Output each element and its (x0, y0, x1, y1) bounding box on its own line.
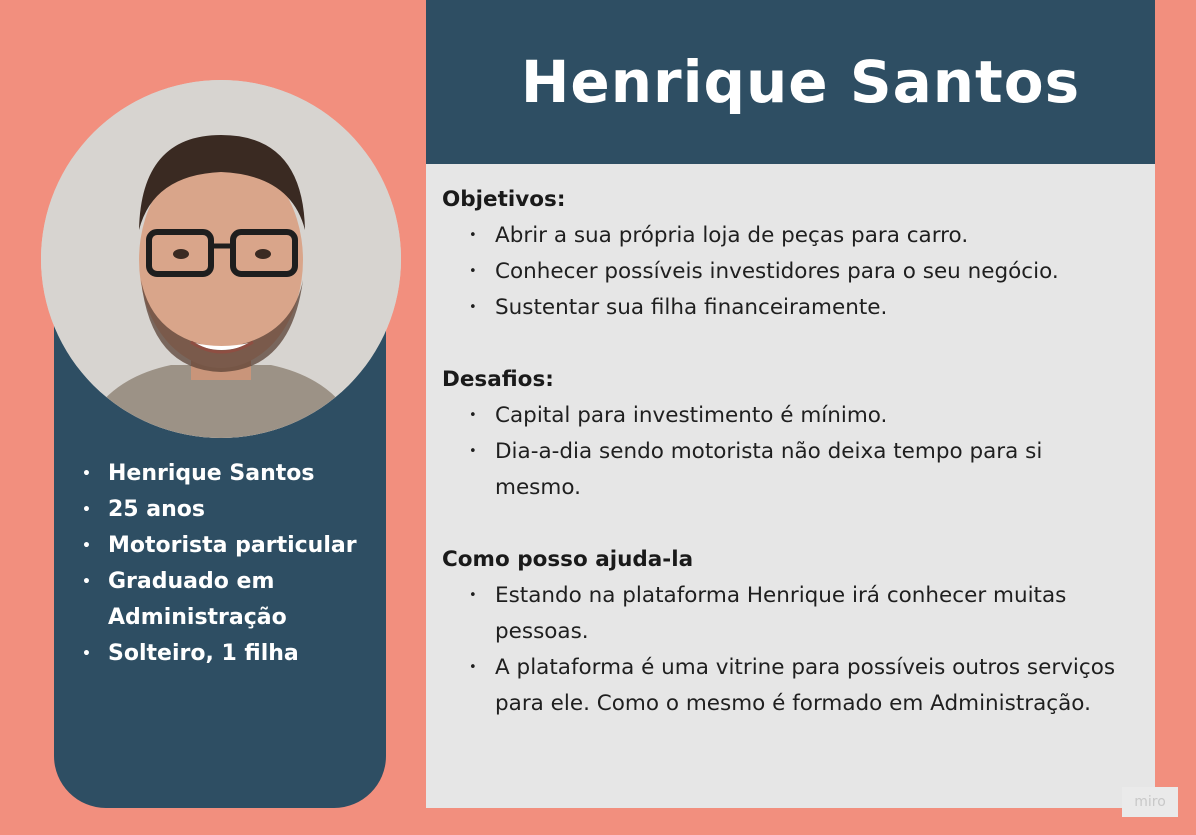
page-title: Henrique Santos (520, 48, 1081, 116)
section-title-objetivos: Objetivos: (442, 187, 566, 212)
list-item: • A plataforma é uma vitrine para possíveis outros serviços para ele. Como o mesmo é formado em Administração. (442, 650, 1139, 722)
person-portrait-icon (41, 80, 401, 438)
list-item: • Abrir a sua própria loja de peças para carro. (442, 218, 1139, 254)
list-item: • Estando na plataforma Henrique irá conhecer muitas pessoas. (442, 578, 1139, 650)
title-banner (426, 0, 1155, 164)
list-item: • Conhecer possíveis investidores para o seu negócio. (442, 254, 1139, 290)
miro-watermark: miro (1122, 787, 1178, 817)
profile-details-list (78, 456, 378, 672)
section-desafios (442, 362, 1139, 506)
profile-item-family: • Solteiro, 1 filha (78, 636, 378, 672)
info-panel (426, 164, 1155, 808)
list-item: • Sustentar sua filha financeiramente. (442, 290, 1139, 326)
section-objetivos (442, 182, 1139, 326)
profile-item-name: • Henrique Santos (78, 456, 378, 492)
list-item: • Capital para investimento é mínimo. (442, 398, 1139, 434)
list-item: • Dia-a-dia sendo motorista não deixa tempo para si mesmo. (442, 434, 1139, 506)
profile-item-occupation: • Motorista particular (78, 528, 378, 564)
section-title-ajuda: Como posso ajuda-la (442, 547, 694, 572)
profile-item-age: • 25 anos (78, 492, 378, 528)
profile-photo (41, 80, 401, 438)
profile-item-education: • Graduado em Administração (78, 564, 378, 636)
section-title-desafios: Desafios: (442, 367, 554, 392)
section-ajuda (442, 542, 1139, 722)
